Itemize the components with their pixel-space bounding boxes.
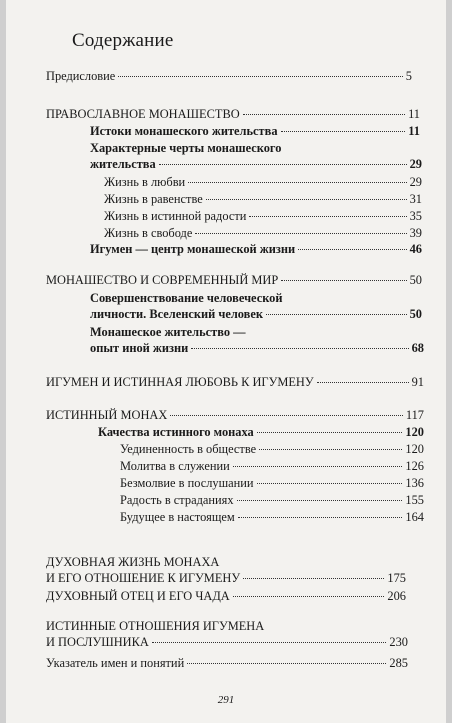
toc-entry-chapter[interactable] xyxy=(90,290,422,322)
dot-leader xyxy=(298,248,406,250)
dot-leader xyxy=(243,113,405,115)
entry-page: 31 xyxy=(409,192,422,206)
dot-leader xyxy=(249,215,406,217)
toc-entry-subchapter[interactable] xyxy=(120,492,424,508)
entry-label: ИГУМЕН И ИСТИННАЯ ЛЮБОВЬ К ИГУМЕНУ xyxy=(46,375,314,389)
dot-leader xyxy=(281,279,406,281)
entry-label: Совершенствование человеческой xyxy=(90,291,283,305)
toc-entry-index[interactable] xyxy=(46,655,408,671)
entry-page: 35 xyxy=(409,209,422,223)
toc-entry-section[interactable] xyxy=(46,106,420,122)
entry-page: 175 xyxy=(387,571,406,585)
entry-label: Уединенность в обществе xyxy=(120,442,257,456)
dot-leader xyxy=(233,595,385,597)
toc-entry-chapter[interactable] xyxy=(90,324,424,356)
toc-entry-chapter[interactable] xyxy=(90,123,420,139)
dot-leader xyxy=(243,577,384,579)
entry-page: 29 xyxy=(409,175,422,189)
entry-page: 120 xyxy=(405,425,424,439)
dot-leader xyxy=(259,448,402,450)
entry-page: 50 xyxy=(409,273,422,287)
toc-entry-chapter[interactable] xyxy=(90,241,422,257)
entry-label: Жизнь в истинной радости xyxy=(104,209,247,223)
entry-page: 285 xyxy=(389,656,408,670)
toc-entry-subchapter[interactable] xyxy=(104,191,422,207)
book-page xyxy=(6,0,446,723)
entry-label: МОНАШЕСТВО И СОВРЕМЕННЫЙ МИР xyxy=(46,273,279,287)
entry-page: 136 xyxy=(405,476,424,490)
entry-label: ДУХОВНЫЙ ОТЕЦ И ЕГО ЧАДА xyxy=(46,589,230,603)
entry-page: 155 xyxy=(405,493,424,507)
toc-entry-subchapter[interactable] xyxy=(104,208,422,224)
toc-entry-section[interactable] xyxy=(46,618,408,650)
entry-label: Предисловие xyxy=(46,69,116,83)
entry-label: жительства xyxy=(90,157,156,171)
entry-label: Истоки монашеского жительства xyxy=(90,124,278,138)
entry-label: Радость в страданиях xyxy=(120,493,234,507)
dot-leader xyxy=(195,232,406,234)
toc-entry-section[interactable] xyxy=(46,554,406,586)
dot-leader xyxy=(238,516,403,518)
dot-leader xyxy=(266,313,407,315)
toc-entry-section[interactable] xyxy=(46,588,406,604)
toc-entry-subchapter[interactable] xyxy=(120,509,424,525)
dot-leader xyxy=(257,431,403,433)
dot-leader xyxy=(206,198,407,200)
toc-entry-section[interactable] xyxy=(46,407,424,423)
page-number: 291 xyxy=(217,694,235,706)
entry-label: Безмолвие в послушании xyxy=(120,476,254,490)
dot-leader xyxy=(191,347,408,349)
entry-page: 46 xyxy=(409,242,422,256)
dot-leader xyxy=(281,130,406,132)
entry-page: 206 xyxy=(387,589,406,603)
toc-entry-subchapter[interactable] xyxy=(104,225,422,241)
entry-label: ПРАВОСЛАВНОЕ МОНАШЕСТВО xyxy=(46,107,240,121)
entry-label: Будущее в настоящем xyxy=(120,510,235,524)
entry-page: 11 xyxy=(408,124,420,138)
dot-leader xyxy=(188,181,406,183)
toc-entry-subchapter[interactable] xyxy=(104,174,422,190)
page-title: Содержание xyxy=(72,30,174,51)
entry-page: 29 xyxy=(409,157,422,171)
dot-leader xyxy=(159,163,407,165)
dot-leader xyxy=(317,381,409,383)
toc-entry-chapter[interactable] xyxy=(98,424,424,440)
entry-page: 117 xyxy=(405,408,424,422)
entry-page: 11 xyxy=(408,107,420,121)
entry-label: Жизнь в свободе xyxy=(104,226,193,240)
entry-page: 230 xyxy=(389,635,408,649)
entry-label: Указатель имен и понятий xyxy=(46,656,185,670)
dot-leader xyxy=(257,482,403,484)
entry-page: 91 xyxy=(411,375,424,389)
toc-entry-subchapter[interactable] xyxy=(120,458,424,474)
entry-label: Молитва в служении xyxy=(120,459,230,473)
entry-label: ИСТИННЫЙ МОНАХ xyxy=(46,408,168,422)
entry-page: 126 xyxy=(405,459,424,473)
toc-entry-section[interactable] xyxy=(46,272,422,288)
entry-label: И ПОСЛУШНИКА xyxy=(46,635,149,649)
toc-entry-preface[interactable] xyxy=(46,68,412,84)
entry-label: ДУХОВНАЯ ЖИЗНЬ МОНАХА xyxy=(46,555,220,569)
toc-entry-section[interactable] xyxy=(46,374,424,390)
entry-page: 164 xyxy=(405,510,424,524)
entry-label: Жизнь в равенстве xyxy=(104,192,203,206)
entry-page: 120 xyxy=(405,442,424,456)
entry-label: И ЕГО ОТНОШЕНИЕ К ИГУМЕНУ xyxy=(46,571,241,585)
toc-entry-subchapter[interactable] xyxy=(120,441,424,457)
dot-leader xyxy=(187,662,386,664)
toc-entry-subchapter[interactable] xyxy=(120,475,424,491)
entry-label: Качества истинного монаха xyxy=(98,425,254,439)
entry-label: Жизнь в любви xyxy=(104,175,186,189)
entry-page: 39 xyxy=(409,226,422,240)
dot-leader xyxy=(237,499,403,501)
entry-label: ИСТИННЫЕ ОТНОШЕНИЯ ИГУМЕНА xyxy=(46,619,265,633)
entry-label: Характерные черты монашеского xyxy=(90,141,282,155)
dot-leader xyxy=(152,641,387,643)
dot-leader xyxy=(118,75,403,77)
entry-label: Игумен — центр монашеской жизни xyxy=(90,242,296,256)
entry-page: 5 xyxy=(405,69,412,83)
entry-label: Монашеское жительство — xyxy=(90,325,246,339)
dot-leader xyxy=(233,465,403,467)
entry-page: 68 xyxy=(411,341,424,355)
entry-label: опыт иной жизни xyxy=(90,341,189,355)
dot-leader xyxy=(170,414,403,416)
toc-entry-chapter[interactable] xyxy=(90,140,422,172)
entry-page: 50 xyxy=(409,307,422,321)
entry-label: личности. Вселенский человек xyxy=(90,307,264,321)
